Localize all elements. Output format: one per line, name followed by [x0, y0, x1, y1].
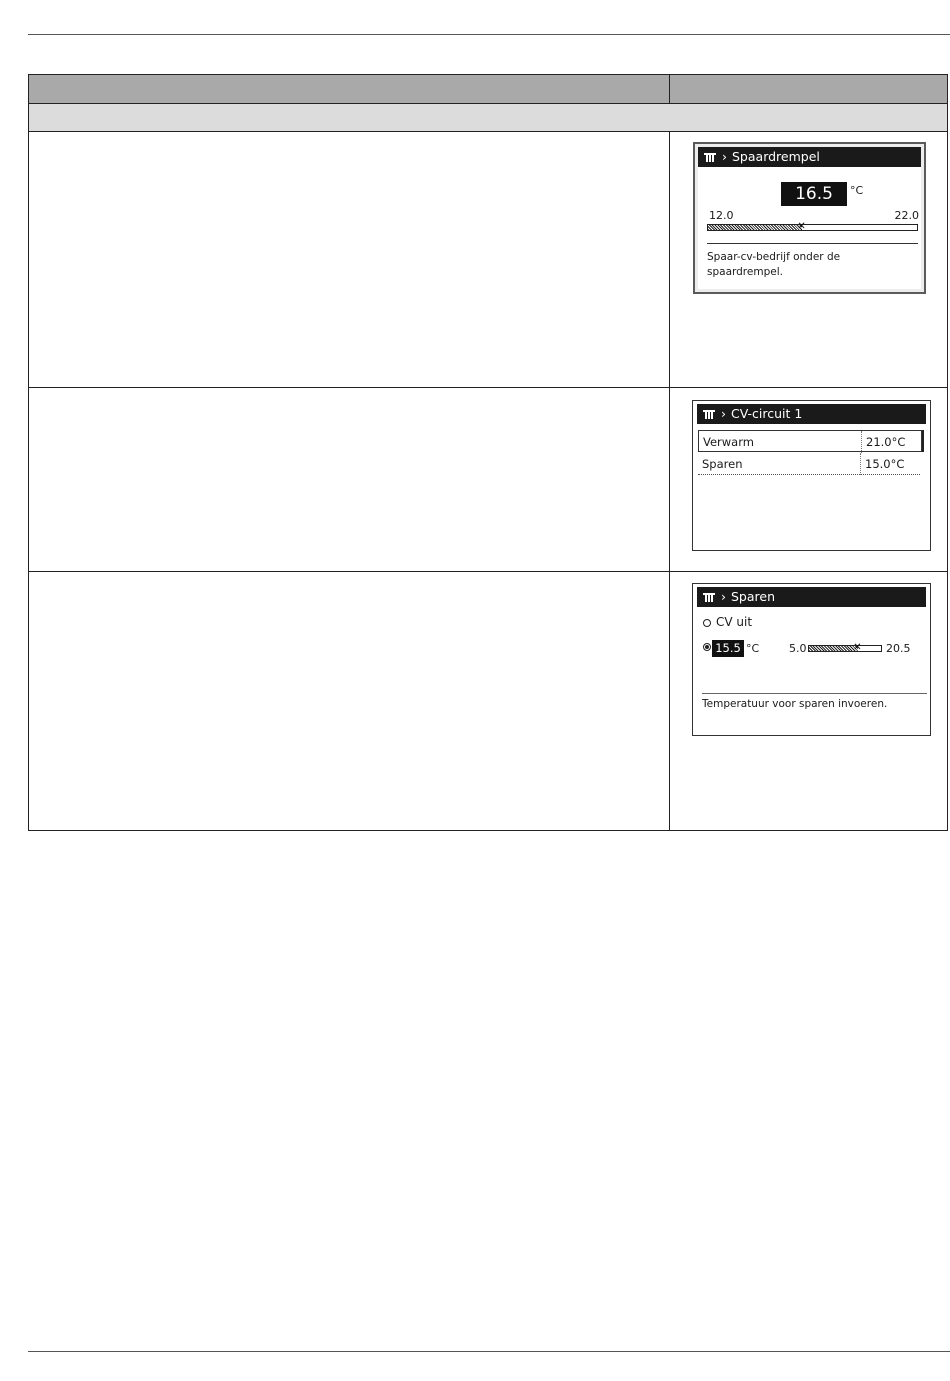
divider [702, 693, 927, 694]
slider-min-label: 5.0 [789, 642, 807, 655]
radio-temperature[interactable] [703, 643, 711, 651]
slider-fill [809, 646, 858, 651]
table-row [29, 132, 947, 388]
table-row [29, 572, 947, 830]
screen-title-bar [697, 587, 926, 607]
slider-handle-icon[interactable]: ✕ [797, 221, 806, 232]
setpoint-value[interactable]: 16.5 [781, 182, 847, 206]
chevron-right-icon: › [721, 406, 726, 421]
list-item-verwarm[interactable] [698, 430, 922, 452]
list-item-value: 21.0°C [861, 431, 905, 453]
screen-title-bar [697, 404, 926, 424]
help-text: Spaar-cv-bedrijf onder de spaardrempel. [707, 251, 841, 278]
breadcrumb: Sparen [731, 589, 776, 604]
heating-menu-icon [703, 593, 715, 602]
description-cell [29, 132, 670, 387]
breadcrumb: Spaardrempel [732, 149, 820, 164]
chevron-right-icon: › [721, 589, 726, 604]
breadcrumb: CV-circuit 1 [731, 406, 803, 421]
heating-menu-icon [703, 410, 715, 419]
temperature-slider[interactable] [808, 642, 882, 653]
header-cell-figure [670, 75, 947, 103]
figure-cell [670, 572, 947, 830]
slider-max-label: 20.5 [886, 642, 911, 655]
screen-title-bar [698, 147, 921, 167]
list-item-label: Verwarm [703, 435, 754, 449]
temperature-slider[interactable] [707, 221, 918, 232]
unit-label: °C [850, 184, 864, 197]
manual-table [28, 74, 948, 831]
description-cell [29, 572, 670, 830]
description-cell [29, 388, 670, 571]
lcd-screen-spaardrempel [693, 142, 926, 294]
bottom-rule [28, 1351, 950, 1352]
chevron-right-icon: › [722, 149, 727, 164]
slider-min-label: 12.0 [709, 209, 734, 222]
unit-label: °C [746, 642, 760, 655]
help-text: Temperatuur voor sparen invoeren. [702, 698, 888, 710]
divider [707, 243, 918, 244]
lcd-screen-sparen [692, 583, 931, 736]
header-cell-description [29, 75, 670, 103]
slider-fill [708, 225, 802, 230]
list-item-label: Sparen [702, 457, 743, 471]
figure-cell [670, 388, 947, 571]
setpoint-value[interactable]: 15.5 [712, 640, 744, 657]
figure-cell [670, 132, 947, 387]
slider-max-label: 22.0 [894, 209, 919, 222]
top-rule [28, 34, 950, 35]
radio-cv-uit[interactable] [703, 619, 711, 627]
list-item-value: 15.0°C [860, 453, 904, 475]
lcd-screen-cv-circuit [692, 400, 931, 551]
table-row [29, 388, 947, 572]
list-item-sparen[interactable] [698, 453, 920, 475]
slider-handle-icon[interactable]: ✕ [853, 642, 862, 653]
table-subheader-row [29, 104, 947, 132]
heating-menu-icon [704, 153, 716, 162]
option-label-cv-uit: CV uit [716, 615, 753, 629]
table-header-row [29, 75, 947, 104]
